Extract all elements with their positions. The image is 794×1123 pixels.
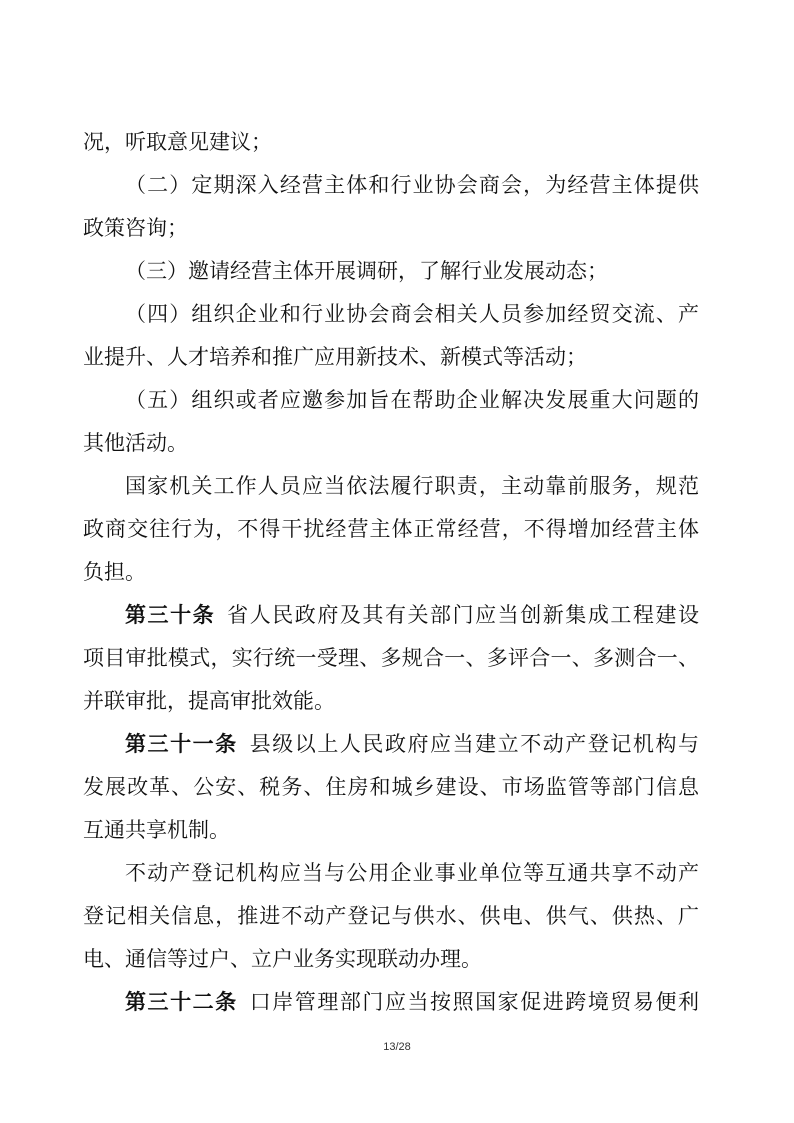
article-line: 第三十一条 县级以上人民政府应当建立不动产登记机构与: [125, 732, 699, 756]
article-number: 第三十条: [125, 603, 216, 627]
text-line: 电、通信等过户、立户业务实现联动办理。: [83, 947, 482, 971]
text-line: 项目审批模式，实行统一受理、多规合一、多评合一、多测合一、: [83, 646, 699, 670]
article-line: 第三十条 省人民政府及其有关部门应当创新集成工程建设: [125, 603, 699, 627]
article-line: 第三十二条 口岸管理部门应当按照国家促进跨境贸易便利: [125, 990, 699, 1014]
text-line: 发展改革、公安、税务、住房和城乡建设、市场监管等部门信息: [83, 775, 699, 799]
text-line: 互通共享机制。: [83, 818, 230, 842]
text-line: 不动产登记机构应当与公用企业事业单位等互通共享不动产: [125, 861, 699, 885]
text-line: （二）定期深入经营主体和行业协会商会，为经营主体提供: [125, 173, 699, 197]
article-number: 第三十二条: [125, 990, 238, 1014]
text-line: 并联审批，提高审批效能。: [83, 689, 335, 713]
text-line: （三）邀请经营主体开展调研，了解行业发展动态；: [125, 259, 608, 283]
text-line: 政商交往行为，不得干扰经营主体正常经营，不得增加经营主体: [83, 517, 699, 541]
text-line: 其他活动。: [83, 431, 188, 455]
text-line: （四）组织企业和行业协会商会相关人员参加经贸交流、产: [125, 302, 699, 326]
text-line: 国家机关工作人员应当依法履行职责，主动靠前服务，规范: [125, 474, 699, 498]
page-number: 13/28: [383, 1041, 411, 1053]
text-line: 况，听取意见建议；: [83, 130, 272, 154]
article-number: 第三十一条: [125, 732, 238, 756]
text-line: 负担。: [83, 560, 146, 584]
text-line: （五）组织或者应邀参加旨在帮助企业解决发展重大问题的: [125, 388, 699, 412]
text-line: 登记相关信息，推进不动产登记与供水、供电、供气、供热、广: [83, 904, 699, 928]
text-line: 政策咨询；: [83, 216, 188, 240]
text-line: 业提升、人才培养和推广应用新技术、新模式等活动；: [83, 345, 587, 369]
